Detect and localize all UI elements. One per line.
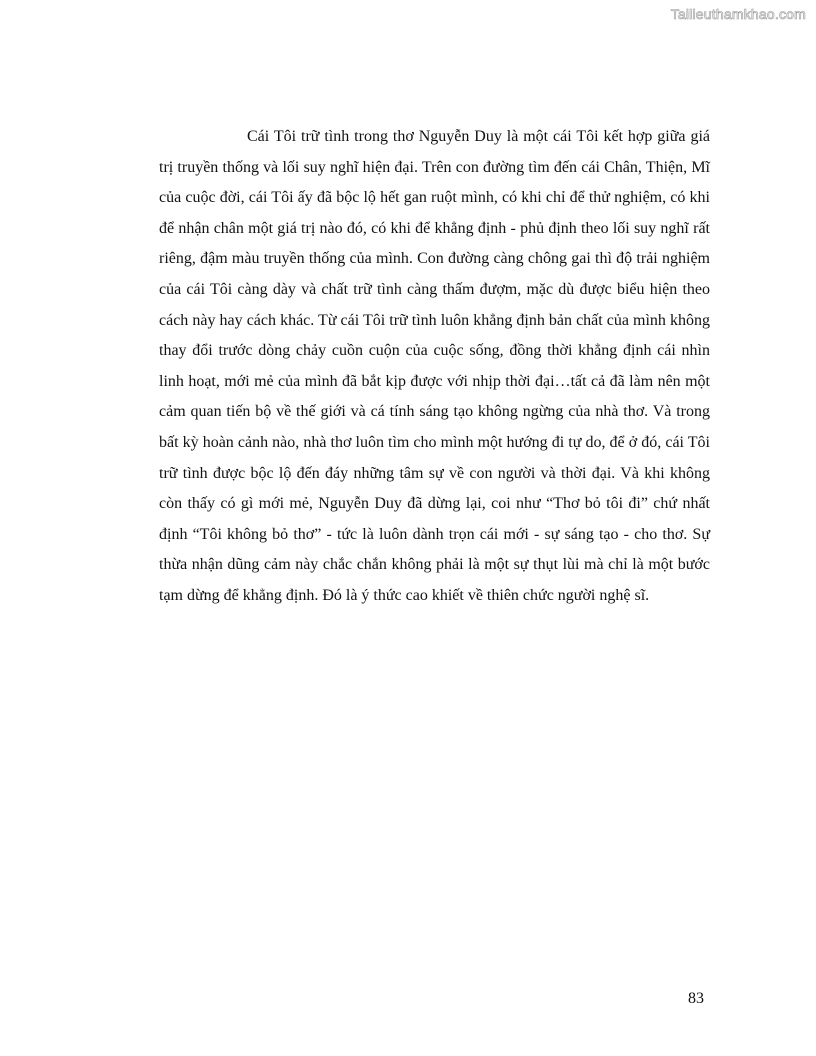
page-number: 83 bbox=[688, 990, 704, 1007]
body-paragraph: Cái Tôi trữ tình trong thơ Nguyễn Duy là một cái Tôi kết hợp giữa giá trị truyền thống và lối suy nghĩ hiện đại. Trên con đường tìm đến cái Chân, Thiện, Mĩ của cuộc đời, cái Tôi ấy đã bộc lộ hết gan ruột mình, có khi chỉ để thử nghiệm, có khi để nhận chân một giá trị nào đó, có khi để khẳng định - phủ định theo lối suy nghĩ rất riêng, đậm màu truyền thống của mình. Con đường càng chông gai thì độ trải nghiệm của cái Tôi càng dày và chất trữ tình càng thấm đượm, mặc dù được biểu hiện theo cách này hay cách khác. Từ cái Tôi trữ tình luôn khẳng định bản chất của mình không thay đổi trước dòng chảy cuồn cuộn của cuộc sống, đồng thời khẳng định cái nhìn linh hoạt, mới mẻ của mình đã bắt kịp được với nhịp thời đại…tất cả đã làm nên một cảm quan tiến bộ về thế giới và cá tính sáng tạo không ngừng của nhà thơ. Và trong bất kỳ hoàn cảnh nào, nhà thơ luôn tìm cho mình một hướng đi tự do, để ở đó, cái Tôi trữ tình được bộc lộ đến đáy những tâm sự về con người và thời đại. Và khi không còn thấy có gì mới mẻ, Nguyễn Duy đã dừng lại, coi như “Thơ bỏ tôi đi” chứ nhất định “Tôi không bỏ thơ” - tức là luôn dành trọn cái mới - sự sáng tạo - cho thơ. Sự thừa nhận dũng cảm này chắc chắn không phải là một sự thụt lùi mà chỉ là một bước tạm dừng để khẳng định. Đó là ý thức cao khiết về thiên chức người nghệ sĩ. bbox=[159, 128, 710, 604]
watermark: Tailieuthamkhao.com bbox=[670, 6, 806, 22]
